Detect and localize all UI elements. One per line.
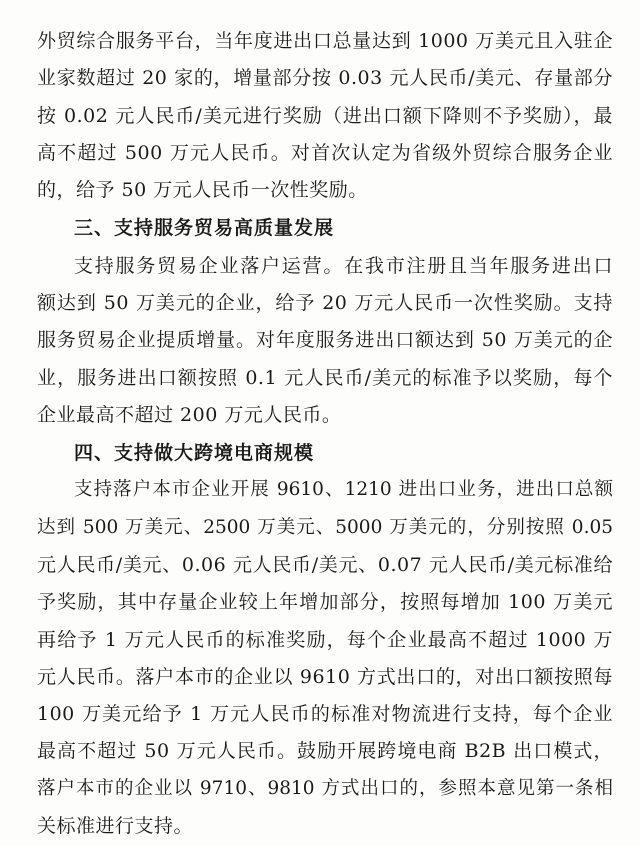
paragraph-line: 的，给予 50 万元人民币一次性奖励。 xyxy=(37,179,368,202)
paragraph-line: 予奖励，其中存量企业较上年增加部分，按照每增加 100 万美元 xyxy=(37,591,613,614)
paragraph-line: 外贸综合服务平台，当年度进出口总量达到 1000 万美元且入驻企 xyxy=(37,30,613,52)
paragraph-line: 100 万美元给予 1 万元人民币的标准对物流进行支持，每个企业 xyxy=(37,703,613,726)
paragraph-line: 支持落户本市企业开展 9610、1210 进出口业务，进出口总额 xyxy=(74,479,613,501)
paragraph-line: 额达到 50 万美元的企业，给予 20 万元人民币一次性奖励。支持 xyxy=(37,292,613,314)
paragraph-line: 元人民币/美元、0.06 元人民币/美元、0.07 元人民币/美元标准给 xyxy=(37,554,613,576)
paragraph-line: 元人民币。落户本市的企业以 9610 方式出口的，对出口额按照每 xyxy=(37,665,613,688)
paragraph-line: 服务贸易企业提质增量。对年度服务进出口额达到 50 万美元的企 xyxy=(37,329,613,352)
section-heading-3: 三、支持服务贸易高质量发展 xyxy=(74,217,335,240)
paragraph-line: 落户本市的企业以 9710、9810 方式出口的，参照本意见第一条相 xyxy=(37,777,613,799)
paragraph-line: 再给予 1 万元人民币的标准奖励，每个企业最高不超过 1000 万 xyxy=(37,628,613,651)
paragraph-line: 企业最高不超过 200 万元人民币。 xyxy=(37,403,342,426)
paragraph-line: 业，服务进出口额按照 0.1 元人民币/美元的标准予以奖励，每个 xyxy=(37,366,613,389)
paragraph-line: 达到 500 万美元、2500 万美元、5000 万美元的，分别按照 0.05 xyxy=(37,516,613,538)
paragraph-line: 关标准进行支持。 xyxy=(37,815,194,837)
paragraph-line: 支持服务贸易企业落户运营。在我市注册且当年服务进出口 xyxy=(74,254,613,277)
section-heading-4: 四、支持做大跨境电商规模 xyxy=(74,442,315,465)
paragraph-line: 最高不超过 50 万元人民币。鼓励开展跨境电商 B2B 出口模式， xyxy=(37,740,613,763)
paragraph-line: 业家数超过 20 家的，增量部分按 0.03 元人民币/美元、存量部分 xyxy=(37,67,613,90)
paragraph-line: 按 0.02 元人民币/美元进行奖励（进出口额下降则不予奖励），最 xyxy=(37,104,613,127)
paragraph-line: 高不超过 500 万元人民币。对首次认定为省级外贸综合服务企业 xyxy=(37,141,613,164)
